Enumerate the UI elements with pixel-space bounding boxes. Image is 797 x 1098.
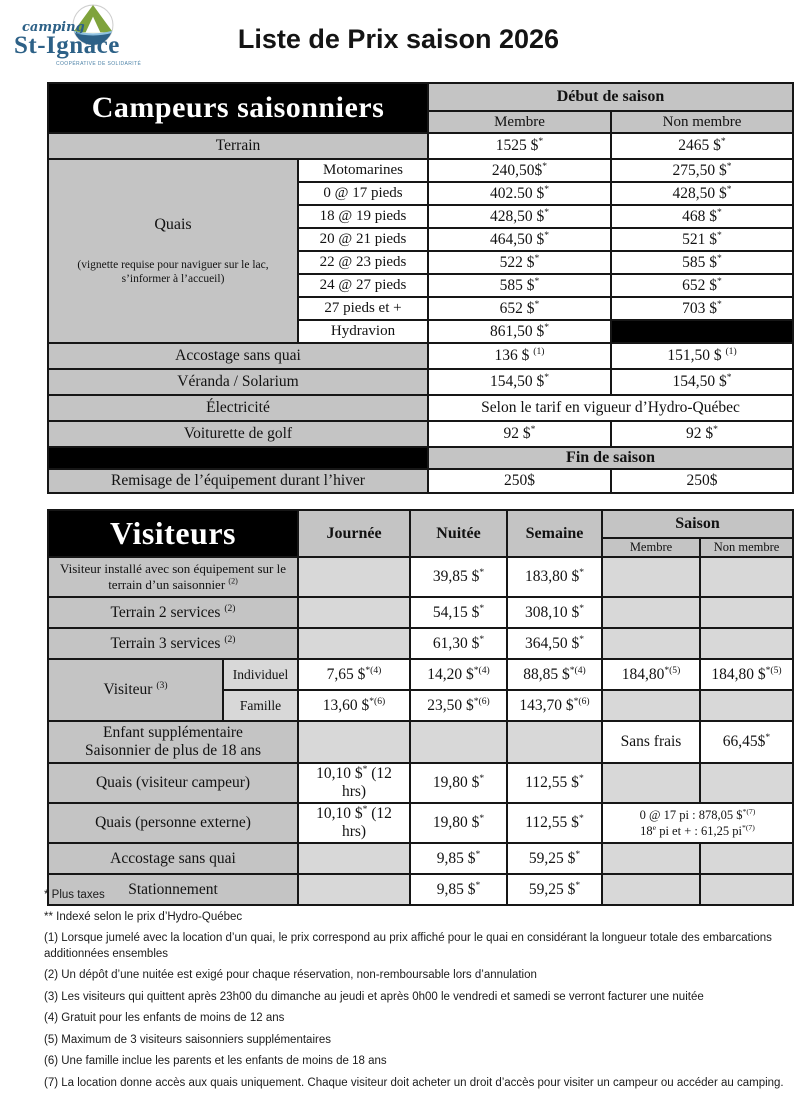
price-cell: 154,50 $* [611, 369, 793, 395]
footnote-2: (2) Un dépôt d’une nuitée est exigé pour chaque réservation, non-remboursable lors d’annulation [44, 969, 537, 982]
membre-column-header: Membre [428, 111, 611, 133]
row-label: Terrain 2 services $^{(2)}$ [48, 597, 298, 628]
empty-cell [602, 690, 700, 721]
price-cell: 275,50 $* [611, 159, 793, 182]
empty-cell [298, 721, 410, 763]
price-cell: 19,80 $* [410, 763, 507, 803]
sans-frais-cell: Sans frais [602, 721, 700, 763]
accostage-row [48, 343, 793, 369]
enfant-supplementaire-row [48, 721, 793, 763]
price-cell: 250$ [611, 469, 793, 493]
empty-cell [298, 557, 410, 597]
price-cell: 59,25 $* [507, 843, 602, 874]
blacked-out-cell [48, 447, 428, 469]
quais-visiteur-campeur-row [48, 763, 793, 803]
row-label: 0 @ 17 pieds [298, 182, 428, 205]
footnote-3: (3) Les visiteurs qui quittent après 23h00 du dimanche au jeudi et après 0h00 le vendredi et samedi se verront facturer une nuitée [44, 990, 704, 1003]
footnote-plus-taxes: * Plus taxes [44, 889, 105, 901]
row-label: Hydravion [298, 320, 428, 343]
debut-de-saison-header: Début de saison [428, 83, 793, 111]
empty-cell [602, 557, 700, 597]
price-cell: 652 $* [611, 274, 793, 297]
row-label: 20 @ 21 pieds [298, 228, 428, 251]
empty-cell [700, 557, 793, 597]
row-label: 24 @ 27 pieds [298, 274, 428, 297]
visiteurs-table [47, 509, 794, 906]
row-label: Voiturette de golf [48, 421, 428, 447]
visiteurs-header-row-1 [48, 510, 793, 538]
row-label: Remisage de l’équipement durant l’hiver [48, 469, 428, 493]
fin-de-saison-row [48, 447, 793, 469]
price-cell: 861,50 $* [428, 320, 611, 343]
blacked-out-cell [611, 320, 793, 343]
price-cell: 9,85 $* [410, 843, 507, 874]
terrain-3-services-row [48, 628, 793, 659]
price-cell: 464,50 $* [428, 228, 611, 251]
quais-group-label: Quais (vignette requise pour naviguer sur le lac, s’informer à l’accueil) [48, 159, 298, 343]
visiteur-individuel-row [48, 659, 793, 690]
price-cell: 10,10 $* (12 hrs) [298, 803, 410, 843]
logo-camping-text: camping [22, 20, 85, 35]
price-cell: 23,50 \$$^{*(6)}$ [410, 690, 507, 721]
empty-cell [298, 597, 410, 628]
price-cell: 364,50 $* [507, 628, 602, 659]
visiteur-installe-row [48, 557, 793, 597]
quai-row [48, 159, 793, 182]
page-title: Liste de Prix saison 2026 [237, 24, 560, 54]
price-cell: 521 $* [611, 228, 793, 251]
price-cell: 184,80 \$$^{*(5)}$ [700, 659, 793, 690]
saison-membre-header: Membre [602, 538, 700, 557]
footnote-7: (7) La location donne accès aux quais uniquement. Chaque visiteur doit acheter un droit d’accès pour visiter un campeur ou accéder au camping. [44, 1076, 784, 1089]
price-cell: 112,55 $* [507, 803, 602, 843]
price-cell: 468 $* [611, 205, 793, 228]
footnotes-section [44, 888, 795, 1097]
price-cell: 2465 $* [611, 133, 793, 159]
empty-cell [700, 763, 793, 803]
empty-cell [507, 721, 602, 763]
terrain-row [48, 133, 793, 159]
logo-name-text: St-Ignace [14, 32, 120, 59]
row-label: Terrain [48, 133, 428, 159]
row-label: Stationnement [48, 874, 298, 905]
campeurs-header-row-1 [48, 83, 793, 111]
row-label: 27 pieds et + [298, 297, 428, 320]
price-cell: 652 $* [428, 297, 611, 320]
campeurs-table-title: Campeurs saisonniers [48, 83, 428, 133]
price-cell: 585 $* [428, 274, 611, 297]
footnote-6: (6) Une famille inclue les parents et les enfants de moins de 18 ans [44, 1055, 387, 1068]
accostage-sans-quai-row [48, 843, 793, 874]
price-cell: 10,10 $* (12 hrs) [298, 763, 410, 803]
price-cell: 184,80$^{*(5)}$ [602, 659, 700, 690]
row-label: Quais (visiteur campeur) [48, 763, 298, 803]
terrain-2-services-row [48, 597, 793, 628]
saison-non-membre-header: Non membre [700, 538, 793, 557]
logo-subtitle-text: COOPÉRATIVE DE SOLIDARITÉ [56, 61, 142, 67]
price-cell: 703 $* [611, 297, 793, 320]
price-cell: 250$ [428, 469, 611, 493]
row-label: Terrain 3 services $^{(2)}$ [48, 628, 298, 659]
price-cell: 428,50 $* [428, 205, 611, 228]
price-cell: 1525 $* [428, 133, 611, 159]
price-cell: 585 $* [611, 251, 793, 274]
price-cell: 308,10 $* [507, 597, 602, 628]
row-label: Motomarines [298, 159, 428, 182]
row-label: Quais (personne externe) [48, 803, 298, 843]
quais-note: (vignette requise pour naviguer sur le lac, s’informer à l’accueil) [77, 258, 269, 285]
sub-row-label: Individuel [223, 659, 298, 690]
price-cell: 39,85 $* [410, 557, 507, 597]
price-cell: 112,55 $* [507, 763, 602, 803]
empty-cell [298, 628, 410, 659]
price-cell: 143,70 \$$^{*(6)}$ [507, 690, 602, 721]
price-cell: 428,50 $* [611, 182, 793, 205]
campeurs-saisonniers-table [47, 82, 794, 494]
row-label: Véranda / Solarium [48, 369, 428, 395]
price-cell: 61,30 $* [410, 628, 507, 659]
veranda-row [48, 369, 793, 395]
row-label: Électricité [48, 395, 428, 421]
price-cell: 154,50 $* [428, 369, 611, 395]
journee-column-header: Journée [298, 510, 410, 557]
empty-cell [602, 763, 700, 803]
row-label: Enfant supplémentaire Saisonnier de plus de 18 ans [48, 721, 298, 763]
quais-externe-saison-cell: 0 @ 17 pi : 878,05 \$$^{*(7)}$ 18e pi et + : 61,25 $pi^{*(7)}$ [602, 803, 793, 843]
electricite-value-cell: Selon le tarif en vigueur d’Hydro-Québec [428, 395, 793, 421]
voiturette-row [48, 421, 793, 447]
saison-column-header: Saison [602, 510, 793, 538]
empty-cell [700, 843, 793, 874]
row-label: 22 @ 23 pieds [298, 251, 428, 274]
visiteurs-table-title: Visiteurs [48, 510, 298, 557]
price-cell: 522 $* [428, 251, 611, 274]
empty-cell [602, 843, 700, 874]
empty-cell [602, 597, 700, 628]
price-cell: 13,60 \$$^{*(6)}$ [298, 690, 410, 721]
price-cell: 66,45$* [700, 721, 793, 763]
non-membre-column-header: Non membre [611, 111, 793, 133]
price-cell: 9,85 $* [410, 874, 507, 905]
price-cell: 19,80 $* [410, 803, 507, 843]
price-cell: 402.50 $* [428, 182, 611, 205]
visiteur-group-label: Visiteur $^{(3)}$ [48, 659, 223, 721]
price-cell: 92 $* [611, 421, 793, 447]
empty-cell [410, 721, 507, 763]
row-label: Accostage sans quai [48, 343, 428, 369]
price-cell: 7,65 \$$^{*(4)}$ [298, 659, 410, 690]
empty-cell [700, 597, 793, 628]
empty-cell [602, 628, 700, 659]
price-cell: 240,50$* [428, 159, 611, 182]
footnote-1: (1) Lorsque jumelé avec la location d’un quai, le prix correspond au prix affiché pour le quai en considérant la longueur totale des embarcations additionnées ensembles [44, 932, 772, 960]
price-cell: 14,20 \$$^{*(4)}$ [410, 659, 507, 690]
empty-cell [298, 843, 410, 874]
price-cell: 151,50 $ $^{(1)}$ [611, 343, 793, 369]
row-label: 18 @ 19 pieds [298, 205, 428, 228]
sub-row-label: Famille [223, 690, 298, 721]
semaine-column-header: Semaine [507, 510, 602, 557]
price-cell: 88,85 \$$^{*(4)}$ [507, 659, 602, 690]
row-label: Visiteur installé avec son équipement sur le terrain d’un saisonnier $^{(2)}$ [48, 557, 298, 597]
remisage-row [48, 469, 793, 493]
nuitee-column-header: Nuitée [410, 510, 507, 557]
price-cell: 136 $ $^{(1)}$ [428, 343, 611, 369]
empty-cell [700, 690, 793, 721]
footnote-5: (5) Maximum de 3 visiteurs saisonniers supplémentaires [44, 1033, 331, 1046]
electricite-row [48, 395, 793, 421]
fin-de-saison-header: Fin de saison [428, 447, 793, 469]
price-cell: 54,15 $* [410, 597, 507, 628]
empty-cell [700, 628, 793, 659]
footnote-4: (4) Gratuit pour les enfants de moins de 12 ans [44, 1012, 285, 1025]
footnote-indexe: ** Indexé selon le prix d’Hydro-Québec [44, 910, 243, 923]
price-cell: 92 $* [428, 421, 611, 447]
price-cell: 183,80 $* [507, 557, 602, 597]
quais-personne-externe-row [48, 803, 793, 843]
page-header [0, 0, 797, 82]
price-cell: 59,25 $* [507, 874, 602, 905]
row-label: Accostage sans quai [48, 843, 298, 874]
